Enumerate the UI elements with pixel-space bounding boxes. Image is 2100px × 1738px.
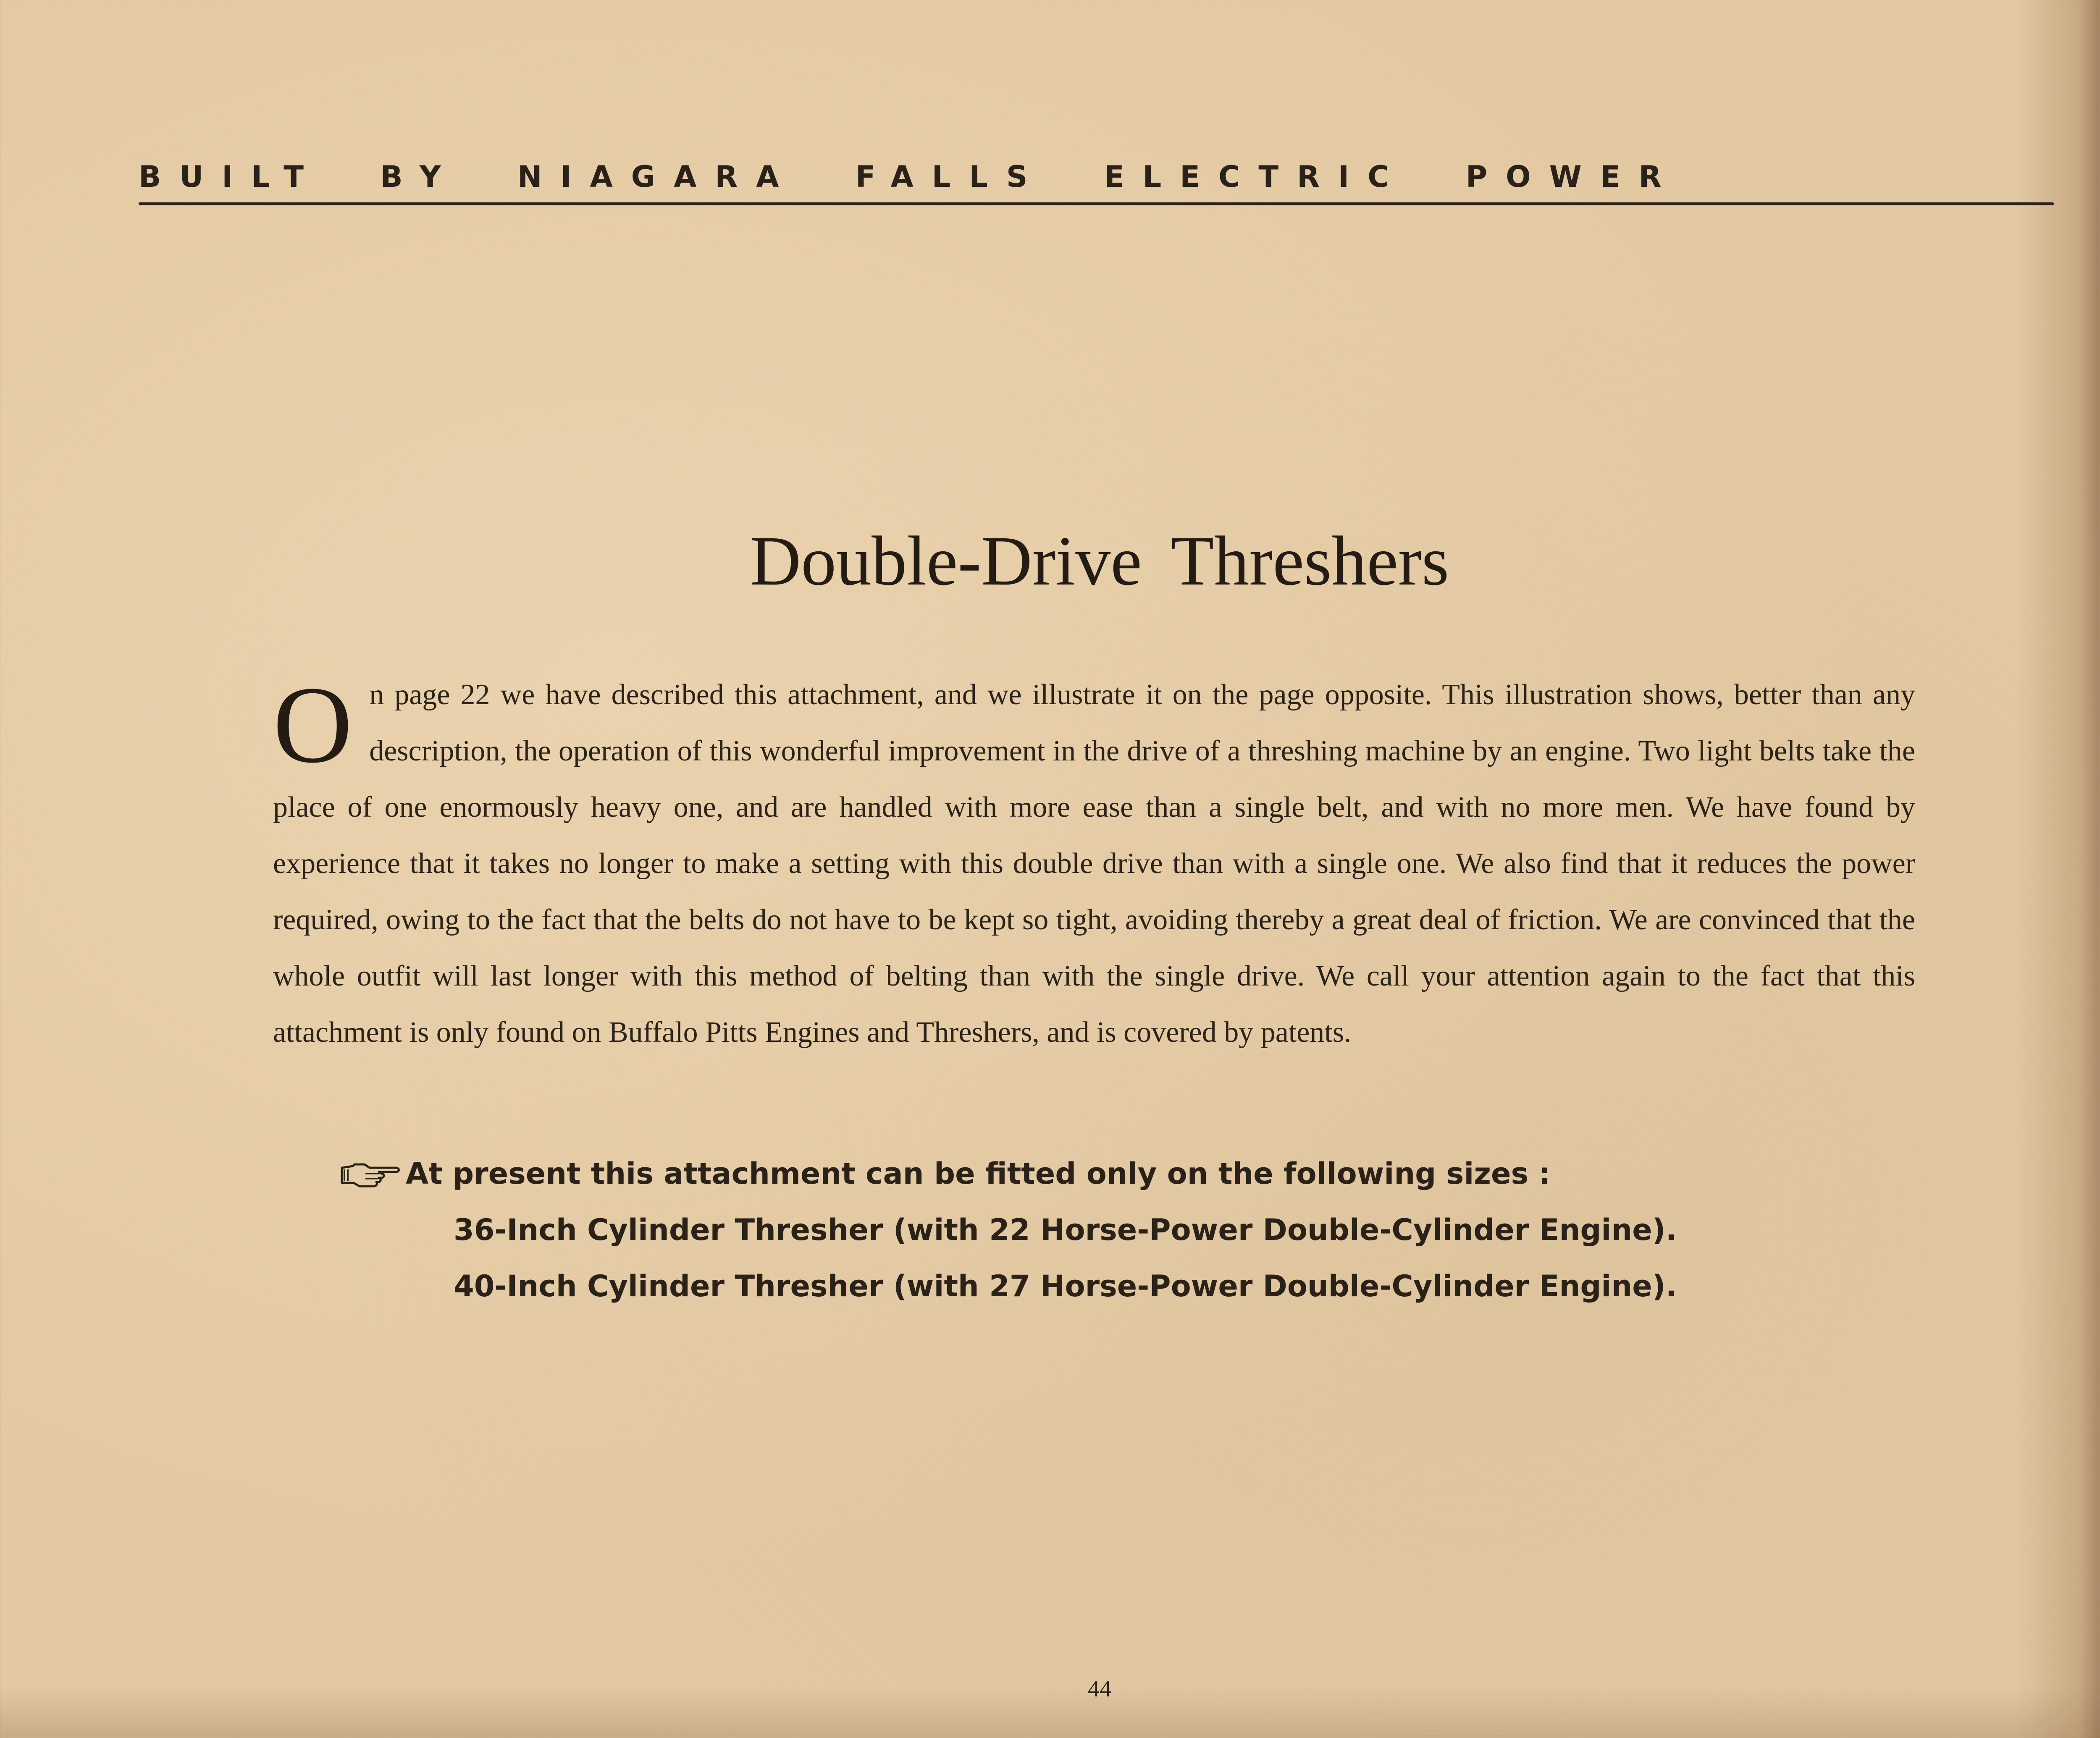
sizes-lead: At present this attachment can be fitted only on the following sizes : [406, 1156, 1551, 1191]
body-text: n page 22 we have described this attachment, and we illustrate it on the page opposite. This illustration shows, better than any description, the operation of this wonderful improvement in the drive of a threshing machine by an engine. Two light belts take the place of one enormously heavy one, and are handled with more ease than a single belt, and with no more men. We have found by experience that it takes no longer to make a setting with this double drive than with a single one. We also find that it reduces the power required, owing to the fact that the belts do not have to be kept so tight, avoiding thereby a great deal of friction. We are convinced that the whole outfit will last longer with this method of belting than with the single drive. We call your attention again to the fact that this attachment is only found on Buffalo Pitts Engines and Threshers, and is covered by patents. [273, 679, 1915, 1049]
sizes-lead-line [340, 1146, 1894, 1202]
header-rule [139, 202, 2054, 205]
size-item-40-inch: 40-Inch Cylinder Thresher (with 27 Horse-Power Double-Cylinder Engine). [454, 1269, 1677, 1303]
sizes-note [340, 1146, 1894, 1314]
pointing-hand-icon [340, 1160, 403, 1188]
page-title: Double-Drive Threshers [750, 522, 1449, 600]
drop-cap: O [273, 664, 353, 786]
body-paragraph [273, 664, 1915, 1061]
page-number: 44 [1088, 1676, 1111, 1702]
running-header: BUILT BY NIAGARA FALLS ELECTRIC POWER [139, 160, 1680, 194]
size-item-36-inch: 36-Inch Cylinder Thresher (with 22 Horse-Power Double-Cylinder Engine). [454, 1213, 1677, 1247]
